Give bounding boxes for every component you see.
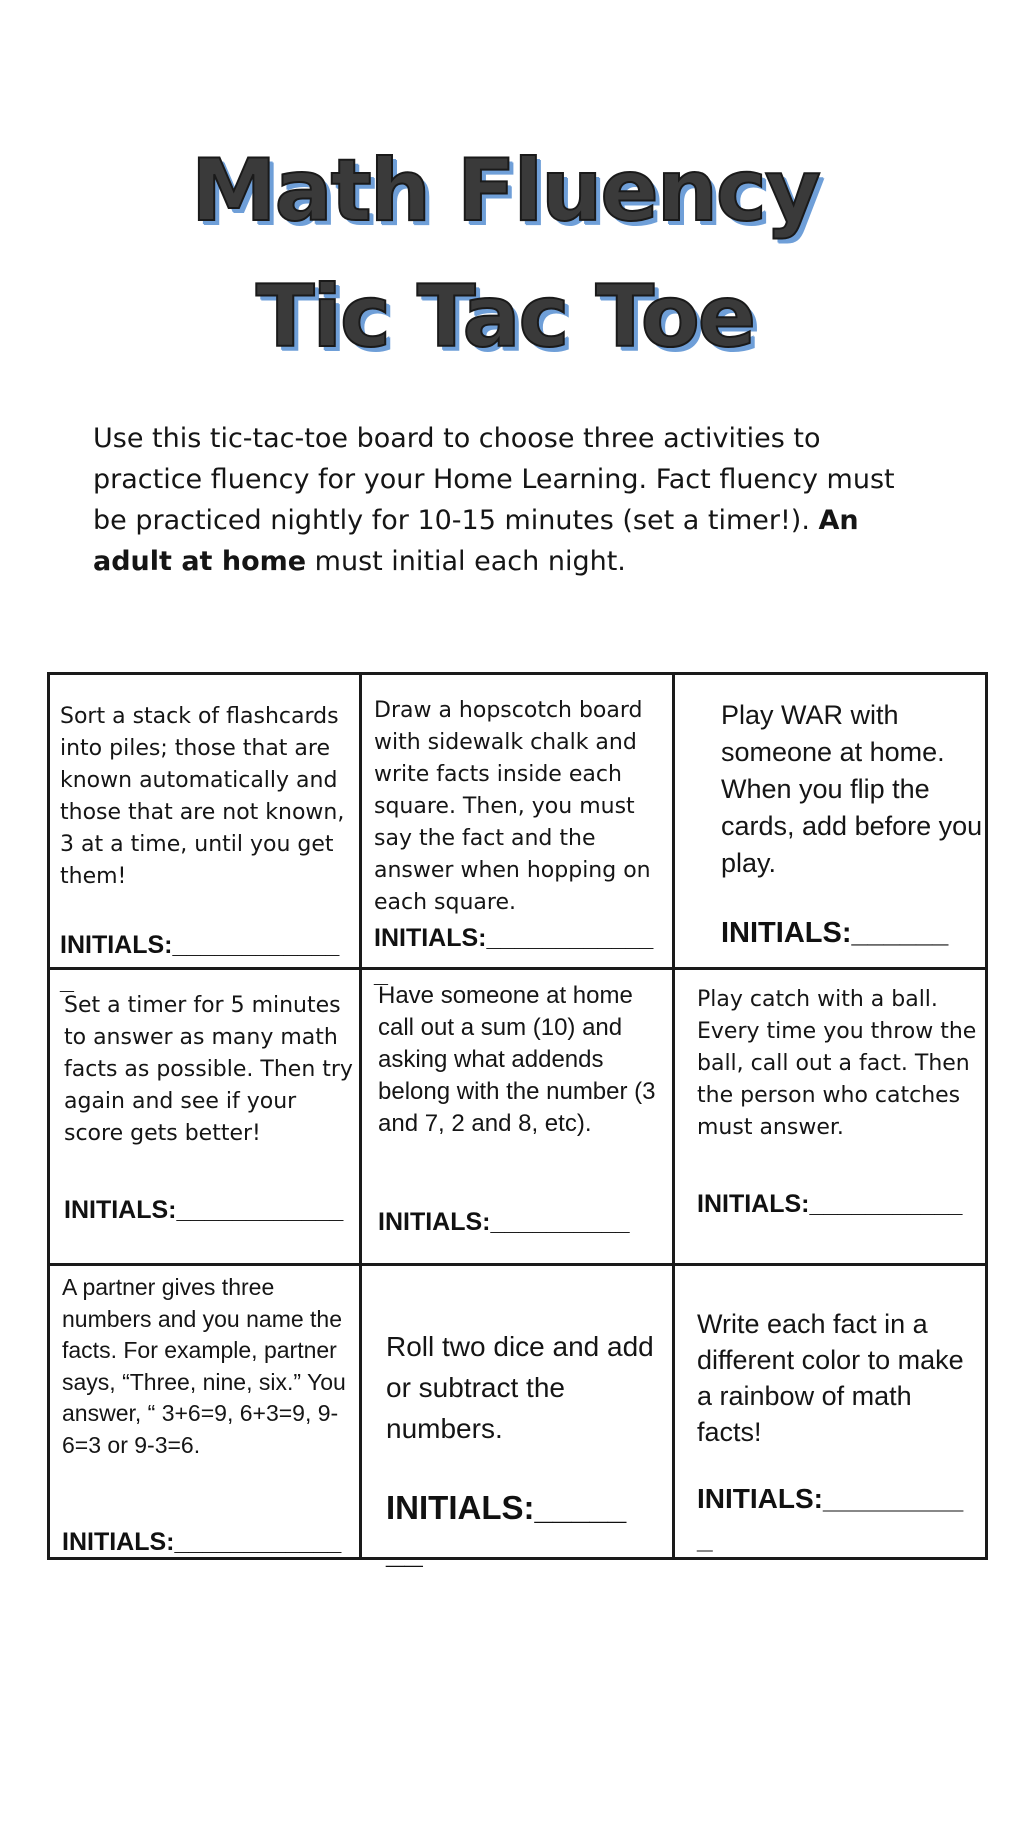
activity-text: A partner gives three numbers and you name the facts. For example, partner says, “Three, nine, six.” You answer, “ 3+6=9, 6+3=9, 9-6=3 or 9-3=6. [62, 1274, 346, 1458]
instructions-bold-text: An adult at home [93, 505, 859, 577]
page-title-line-2: Tic Tac Toe [255, 267, 755, 367]
initials-line: INITIALS:___________ [697, 1190, 963, 1218]
instructions-paragraph [93, 418, 933, 582]
activity-text: Play catch with a ball. Every time you throw the ball, call out a fact. Then the person who catches must answer. [697, 987, 977, 1140]
activity-cell-catch [675, 970, 985, 1263]
activity-cell-dice [362, 1266, 672, 1570]
initials-line: INITIALS:______ [721, 917, 949, 949]
activity-text: Sort a stack of flashcards into piles; those that are known automatically and those that are not known, 3 at a time, until you get them! [60, 704, 345, 889]
initials-line: INITIALS:__________ [697, 1483, 964, 1554]
activity-cell-sums [362, 970, 672, 1263]
activity-text: Set a timer for 5 minutes to answer as many math facts as possible. Then try again and see if your score gets better! [64, 993, 353, 1146]
initials-line: INITIALS:_______ [386, 1489, 627, 1570]
activity-text: Have someone at home call out a sum (10) and asking what addends belong with the number (3 and 7, 2 and 8, etc). [378, 982, 656, 1137]
initials-line: INITIALS:_____________ [374, 924, 654, 988]
activity-text: Draw a hopscotch board with sidewalk chalk and write facts inside each square. Then, you must say the fact and the answer when hopping on each square. [374, 698, 651, 915]
initials-line: INITIALS:____________ [64, 1196, 344, 1224]
initials-line: INITIALS:____________ [62, 1528, 342, 1556]
instructions-text-end: must initial each night. [306, 546, 626, 577]
activity-cell-flashcards [50, 675, 359, 995]
activity-cell-timer [50, 970, 359, 1263]
activity-text: Roll two dice and add or subtract the numbers. [386, 1331, 654, 1444]
grid-border-right [985, 672, 988, 1560]
activity-cell-partner [50, 1266, 359, 1557]
instructions-text: Use this tic-tac-toe board to choose three activities to practice fluency for your Home Learning. Fact fluency must be practiced nightly for 10-15 minutes (set a timer!). [93, 423, 895, 536]
initials-line: INITIALS:__________ [378, 1208, 630, 1236]
activity-cell-war [675, 675, 985, 967]
activity-cell-rainbow [675, 1266, 985, 1557]
activity-text: Play WAR with someone at home. When you flip the cards, add before you play. [721, 700, 983, 878]
page-title-line-1: Math Fluency [191, 141, 819, 241]
activity-cell-hopscotch [362, 675, 672, 988]
activity-text: Write each fact in a different color to make a rainbow of math facts! [697, 1309, 964, 1447]
initials-line: INITIALS:_____________ [60, 931, 340, 995]
